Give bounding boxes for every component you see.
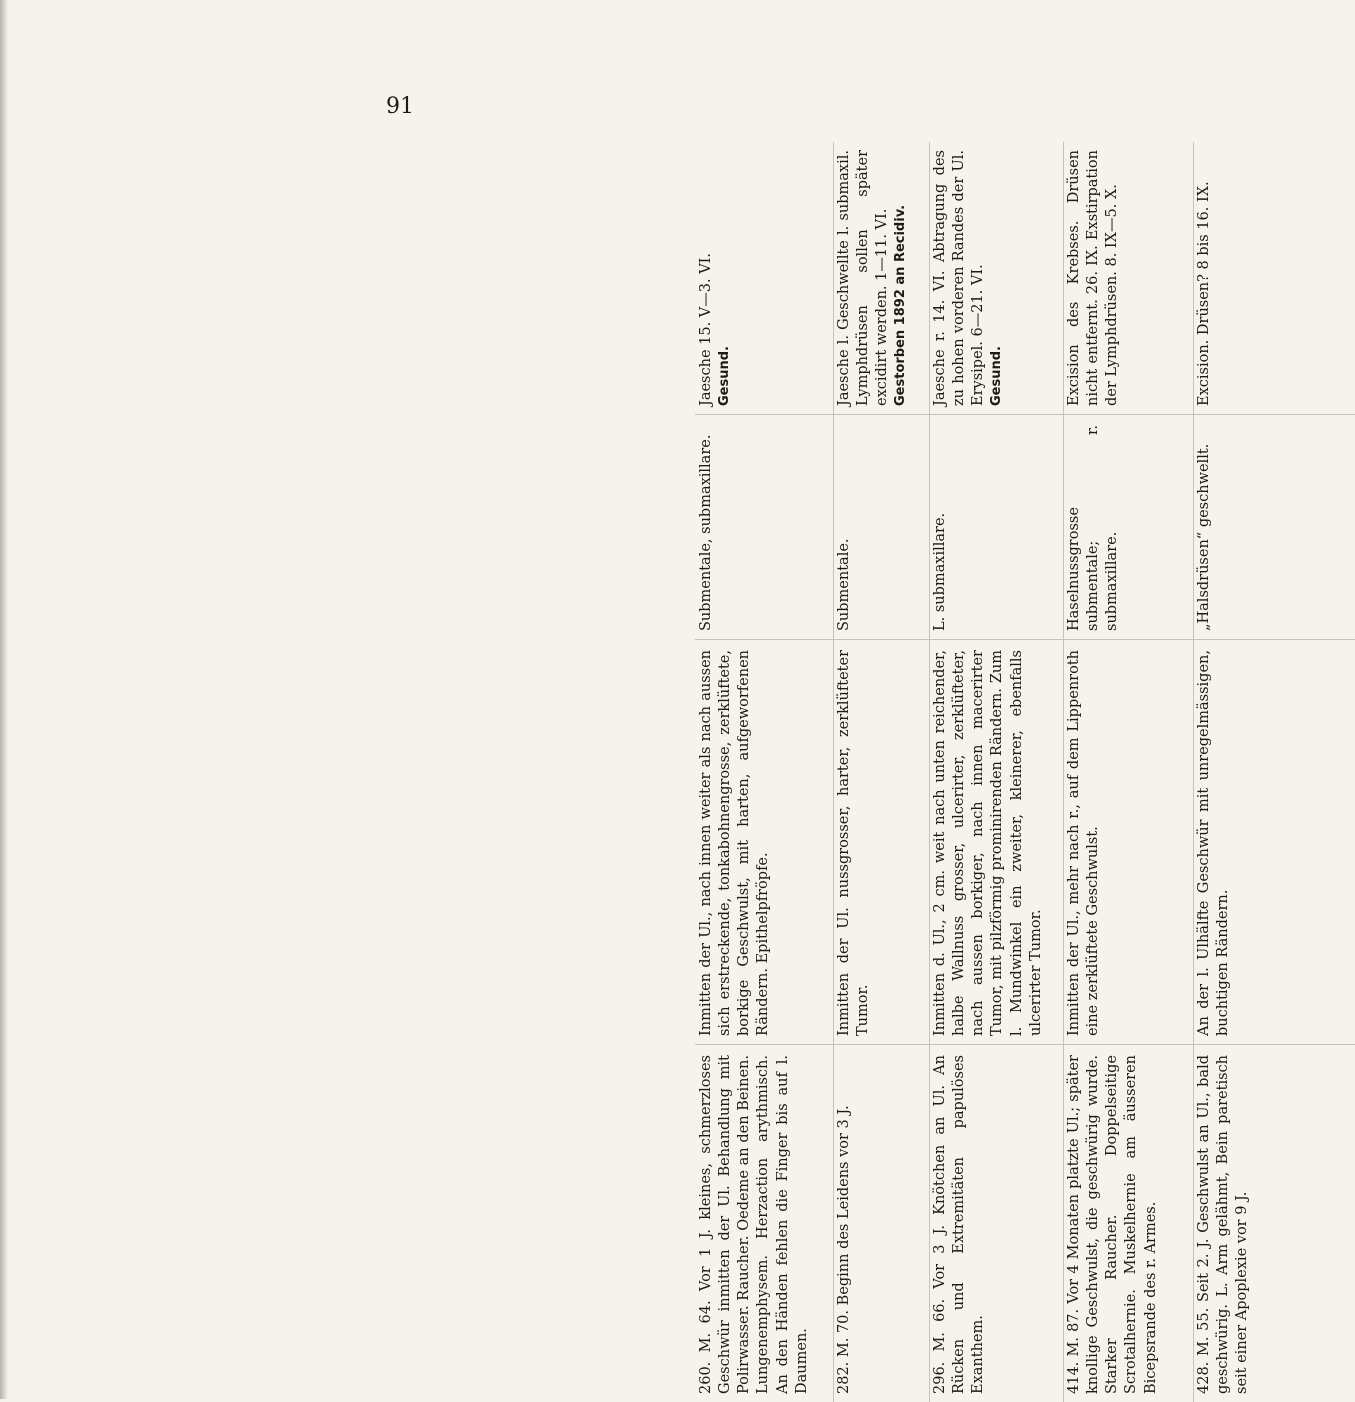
treatment-text: Excision des Krebses. Drüsen nicht entfernt. 26. IX. Exstirpation der Lymphdrüsen. 8. IX—5. X. <box>1066 150 1121 406</box>
lymph-glands-cell: „Halsdrüsen“ geschwellt. <box>1196 443 1212 631</box>
table-row <box>1063 142 1194 1402</box>
table-row <box>1193 142 1355 1402</box>
lymph-glands-cell: L. submaxillare. <box>932 512 948 631</box>
lymph-glands-cell: Submentale. <box>836 538 852 631</box>
page-number: 91 <box>386 94 414 119</box>
treatment-text: Jaesche r. 14. VI. Abtragung des zu hohen vorderen Randes der Ul. Erysipel. 6—21. VI. <box>932 150 987 406</box>
case-table <box>695 142 1355 1402</box>
table-row <box>695 142 834 1402</box>
tumor-finding-cell: Inmitten der Ul., mehr nach r., auf dem Lippenroth eine zerklüftete Geschwulst. <box>1066 650 1102 1036</box>
treatment-outcome-cell <box>835 142 910 414</box>
lymph-glands-cell: Haselnussgrosse submentale; r. submaxillare. <box>1066 425 1121 631</box>
treatment-outcome-cell <box>931 142 1006 414</box>
case-history-cell: 414. M. 87. Vor 4 Monaten platzte Ul.; später knollige Geschwulst, die geschwürig wurde. Starker Raucher. Doppelseitige Scrotalhernie. Muskelhernie am äusseren Bicepsrande des r. Armes. <box>1066 1055 1159 1394</box>
binding-shadow <box>0 0 8 1399</box>
treatment-outcome-cell <box>697 142 733 414</box>
case-history-cell: 296. M. 66. Vor 3 J. Knötchen an Ul. An Rücken und Extremitäten papulöses Exanthem. <box>932 1055 987 1394</box>
outcome-status: Gesund. <box>989 346 1005 406</box>
lymph-glands-cell: Submentale, submaxillare. <box>698 434 714 631</box>
treatment-text: Jaesche 15. V—3. VI. <box>698 252 714 406</box>
tumor-finding-cell: Inmitten der Ul. nussgrosser, harter, zerklüfteter Tumor. <box>836 650 872 1036</box>
tumor-finding-cell: Inmitten der Ul., nach innen weiter als nach aussen sich erstreckende, tonkabohnengrosse, zerklüftete, borkige Geschwulst, mit harten, aufgeworfenen Rändern. Epithelpfröpfe. <box>698 650 772 1036</box>
outcome-status: Gesund. <box>717 346 733 406</box>
tumor-finding-cell: An der l. Ulhälfte Geschwür mit unregelmässigen, buchtigen Rändern. <box>1196 650 1232 1036</box>
treatment-outcome-cell <box>1195 142 1214 414</box>
case-history-cell: 282. M. 70. Beginn des Leidens vor 3 J. <box>836 1105 852 1394</box>
tumor-finding-cell: Inmitten d. Ul., 2 cm. weit nach unten reichender, halbe Wallnuss grosser, ulcerirter, zerklüfteter, nach aussen borkiger, nach innen macerirter Tumor, mit pilzförmig prominirenden Rändern. Zum l. Mundwinkel ein zweiter, kleinerer, ebenfalls ulcerirter Tumor. <box>932 650 1044 1036</box>
outcome-status: Gestorben 1892 an Recidiv. <box>893 204 909 406</box>
case-history-cell: 260. M. 64. Vor 1 J. kleines, schmerzloses Geschwür inmitten der Ul. Behandlung mit Polirwasser. Raucher. Oedeme an den Beinen. Lungenemphysem. Herzaction arythmisch. An den Händen fehlen die Finger bis auf l. Daumen. <box>698 1055 810 1394</box>
treatment-outcome-cell <box>1065 142 1122 414</box>
case-history-cell: 428. M. 55. Seit 2. J. Geschwulst an Ul., bald geschwürig. L. Arm gelähmt, Bein paretisch seit einer Apoplexie vor 9 J. <box>1196 1055 1251 1394</box>
treatment-text: Excision. Drüsen? 8 bis 16. IX. <box>1196 181 1212 406</box>
table-row <box>833 142 930 1402</box>
table-row <box>929 142 1064 1402</box>
treatment-text: Jaesche l. Geschwellte l. submaxil. Lymphdrüsen sollen später excidirt werden. 1—11. VI. <box>836 150 891 406</box>
